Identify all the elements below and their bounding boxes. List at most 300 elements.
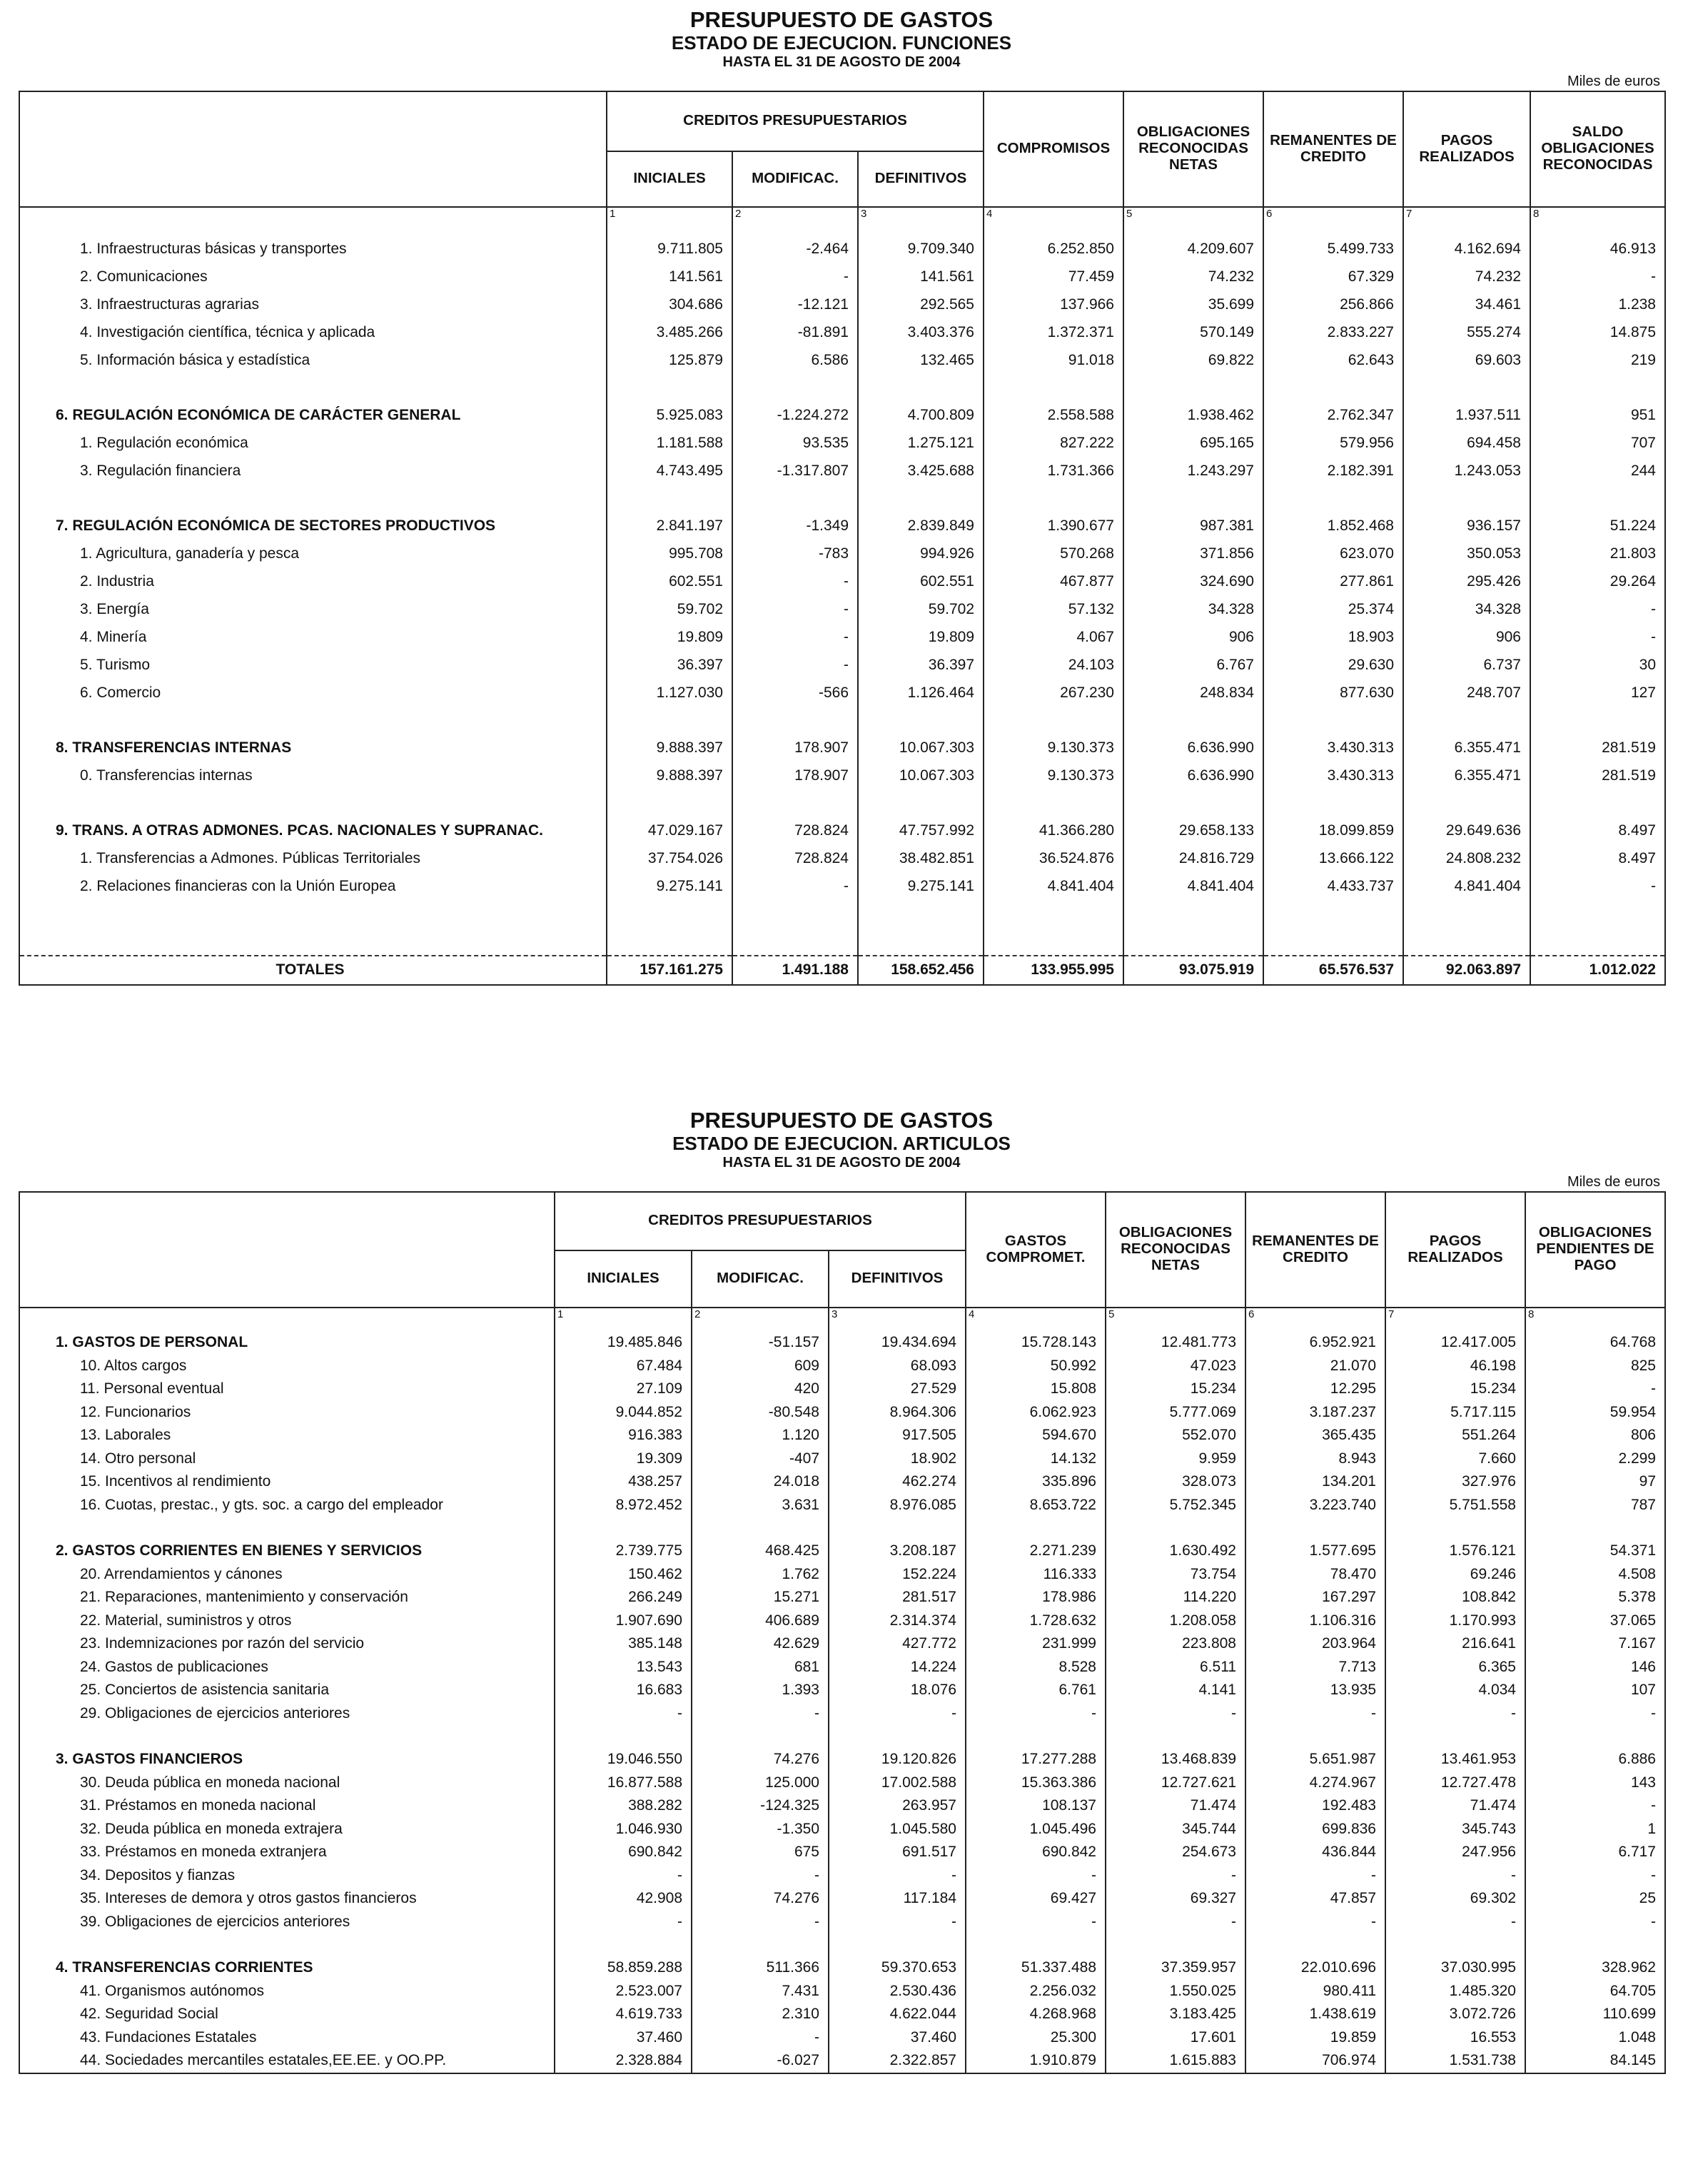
value-cell: 69.427 — [966, 1887, 1106, 1911]
spacer-cell — [1403, 485, 1530, 512]
group-row — [19, 402, 1665, 430]
value-cell: 825 — [1525, 1355, 1665, 1378]
value-cell: 9.130.373 — [984, 762, 1123, 790]
group-row — [19, 512, 1665, 540]
value-cell: 267.230 — [984, 679, 1123, 707]
spacer-cell — [19, 901, 607, 928]
spacer-cell — [1530, 928, 1665, 956]
value-cell: 18.902 — [829, 1447, 966, 1471]
table-row — [19, 540, 1665, 568]
value-cell: 34.328 — [1123, 596, 1263, 624]
table-row — [19, 2026, 1665, 2050]
spacer-cell — [19, 790, 607, 817]
value-cell: 1.393 — [692, 1679, 829, 1702]
value-cell: 167.297 — [1245, 1586, 1385, 1609]
value-cell: 4.433.737 — [1263, 873, 1403, 901]
value-cell: 699.836 — [1245, 1818, 1385, 1841]
value-cell: 29.630 — [1263, 652, 1403, 679]
value-cell: - — [1245, 1864, 1385, 1888]
value-cell: 427.772 — [829, 1632, 966, 1656]
value-cell: 263.957 — [829, 1794, 966, 1818]
value-cell: 3.187.237 — [1245, 1401, 1385, 1425]
header-blank — [19, 91, 607, 207]
spacer-cell — [555, 1517, 692, 1540]
value-cell: 244 — [1530, 457, 1665, 485]
value-cell: 1.372.371 — [984, 319, 1123, 347]
spacer-cell — [966, 1933, 1106, 1956]
value-cell: 22.010.696 — [1245, 1956, 1385, 1980]
value-cell: 1.208.058 — [1106, 1609, 1245, 1633]
value-cell: - — [732, 624, 858, 652]
value-cell: - — [829, 1864, 966, 1888]
value-cell: 1.390.677 — [984, 512, 1123, 540]
value-cell: 67.484 — [555, 1355, 692, 1378]
row-label: 39. Obligaciones de ejercicios anteriores — [19, 1911, 555, 1934]
value-cell: 18.076 — [829, 1679, 966, 1702]
value-cell: - — [1385, 1864, 1525, 1888]
value-cell: 3.430.313 — [1263, 734, 1403, 762]
spacer-cell — [1106, 1517, 1245, 1540]
value-cell: 292.565 — [858, 291, 984, 319]
value-cell: 27.529 — [829, 1377, 966, 1401]
value-cell: 97 — [1525, 1470, 1665, 1494]
spacer-cell — [829, 1725, 966, 1748]
value-cell: 74.232 — [1403, 263, 1530, 291]
value-cell: - — [966, 1702, 1106, 1726]
value-cell: 1.045.580 — [829, 1818, 966, 1841]
group-row — [19, 1331, 1665, 1355]
spacer-cell — [1403, 790, 1530, 817]
value-cell: 19.809 — [858, 624, 984, 652]
value-cell: -12.121 — [732, 291, 858, 319]
value-cell: 1.243.297 — [1123, 457, 1263, 485]
value-cell: 14.132 — [966, 1447, 1106, 1471]
spacer-cell — [1530, 707, 1665, 734]
value-cell: 9.275.141 — [607, 873, 732, 901]
value-cell: -51.157 — [692, 1331, 829, 1355]
table-row — [19, 679, 1665, 707]
value-cell: 2.310 — [692, 2003, 829, 2026]
value-cell: 84.145 — [1525, 2049, 1665, 2073]
report-date: HASTA EL 31 DE AGOSTO DE 2004 — [722, 1154, 961, 1171]
value-cell: 707 — [1530, 430, 1665, 457]
value-cell: 6.511 — [1106, 1656, 1245, 1679]
value-cell: -566 — [732, 679, 858, 707]
value-cell: - — [1106, 1864, 1245, 1888]
value-cell: 1.275.121 — [858, 430, 984, 457]
spacer-cell — [1530, 790, 1665, 817]
value-cell: 16.553 — [1385, 2026, 1525, 2050]
value-cell: - — [1525, 1702, 1665, 1726]
spacer-cell — [1263, 707, 1403, 734]
value-cell: 5.751.558 — [1385, 1494, 1525, 1517]
spacer-cell — [732, 485, 858, 512]
table-row — [19, 1794, 1665, 1818]
value-cell: 385.148 — [555, 1632, 692, 1656]
value-cell: 9.275.141 — [858, 873, 984, 901]
spacer-cell — [984, 375, 1123, 402]
value-cell: 1.910.879 — [966, 2049, 1106, 2073]
row-label: 1. GASTOS DE PERSONAL — [19, 1331, 555, 1355]
value-cell: 327.976 — [1385, 1470, 1525, 1494]
spacer-cell — [858, 375, 984, 402]
value-cell: 15.234 — [1106, 1377, 1245, 1401]
value-cell: 623.070 — [1263, 540, 1403, 568]
value-cell: -1.317.807 — [732, 457, 858, 485]
value-cell: 1.852.468 — [1263, 512, 1403, 540]
value-cell: 10.067.303 — [858, 734, 984, 762]
value-cell: 2.328.884 — [555, 2049, 692, 2073]
value-cell: -80.548 — [692, 1401, 829, 1425]
header-saldo: SALDO OBLIGACIONES RECONOCIDAS — [1530, 91, 1665, 207]
value-cell: 178.907 — [732, 734, 858, 762]
value-cell: 6.365 — [1385, 1656, 1525, 1679]
value-cell: 691.517 — [829, 1841, 966, 1864]
value-cell: 1.731.366 — [984, 457, 1123, 485]
value-cell: 1.181.588 — [607, 430, 732, 457]
units-label: Miles de euros — [1567, 1173, 1660, 1190]
report-title: PRESUPUESTO DE GASTOS — [689, 7, 994, 32]
value-cell: 1.046.930 — [555, 1818, 692, 1841]
value-cell: 1.938.462 — [1123, 402, 1263, 430]
value-cell: 594.670 — [966, 1424, 1106, 1447]
report-subtitle: ESTADO DE EJECUCION. ARTICULOS — [672, 1132, 1011, 1154]
header-obligaciones: OBLIGACIONES RECONOCIDAS NETAS — [1123, 91, 1263, 207]
table-row — [19, 1470, 1665, 1494]
value-cell: 6.586 — [732, 347, 858, 375]
value-cell: 1.045.496 — [966, 1818, 1106, 1841]
spacer-cell — [1106, 1725, 1245, 1748]
value-cell: 2.839.849 — [858, 512, 984, 540]
table-row — [19, 1771, 1665, 1795]
value-cell: 9.130.373 — [984, 734, 1123, 762]
spacer-cell — [1525, 1517, 1665, 1540]
value-cell: 3.485.266 — [607, 319, 732, 347]
spacer-cell — [1263, 928, 1403, 956]
value-cell: - — [1530, 624, 1665, 652]
value-cell: 46.913 — [1530, 236, 1665, 263]
value-cell: 71.474 — [1385, 1794, 1525, 1818]
header-remanentes: REMANENTES DE CREDITO — [1263, 91, 1403, 207]
value-cell: 277.861 — [1263, 568, 1403, 596]
spacer-cell — [1263, 901, 1403, 928]
value-cell: 108.137 — [966, 1794, 1106, 1818]
group-row — [19, 734, 1665, 762]
value-cell: 67.329 — [1263, 263, 1403, 291]
value-cell: 295.426 — [1403, 568, 1530, 596]
value-cell: 980.411 — [1245, 1980, 1385, 2003]
value-cell: 68.093 — [829, 1355, 966, 1378]
row-label: 4. TRANSFERENCIAS CORRIENTES — [19, 1956, 555, 1980]
spacer-cell — [732, 790, 858, 817]
row-label: 1. Regulación económica — [19, 430, 607, 457]
value-cell: 3.183.425 — [1106, 2003, 1245, 2026]
value-cell: 15.363.386 — [966, 1771, 1106, 1795]
spacer-cell — [1403, 901, 1530, 928]
value-cell: - — [732, 873, 858, 901]
value-cell: 13.935 — [1245, 1679, 1385, 1702]
column-number: 2 — [692, 1308, 829, 1332]
value-cell: 570.149 — [1123, 319, 1263, 347]
value-cell: 266.249 — [555, 1586, 692, 1609]
value-cell: 6.636.990 — [1123, 762, 1263, 790]
value-cell: 1.048 — [1525, 2026, 1665, 2050]
value-cell: 2.762.347 — [1263, 402, 1403, 430]
column-number: 1 — [555, 1308, 692, 1332]
spacer-cell — [1530, 485, 1665, 512]
value-cell: 36.397 — [858, 652, 984, 679]
row-label: 33. Préstamos en moneda extranjera — [19, 1841, 555, 1864]
spacer-cell — [1525, 1725, 1665, 1748]
table-row — [19, 2003, 1665, 2026]
row-label: 41. Organismos autónomos — [19, 1980, 555, 2003]
column-number: 4 — [966, 1308, 1106, 1332]
value-cell: 78.470 — [1245, 1563, 1385, 1587]
spacer-cell — [19, 707, 607, 734]
value-cell: 1.937.511 — [1403, 402, 1530, 430]
value-cell: 906 — [1403, 624, 1530, 652]
value-cell: 42.629 — [692, 1632, 829, 1656]
value-cell: 281.519 — [1530, 734, 1665, 762]
table-row — [19, 845, 1665, 873]
spacer-cell — [19, 375, 607, 402]
header-definitivos: DEFINITIVOS — [829, 1250, 966, 1308]
spacer-cell — [1123, 375, 1263, 402]
spacer-cell — [555, 1933, 692, 1956]
row-label: 21. Reparaciones, mantenimiento y conservación — [19, 1586, 555, 1609]
total-value-cell: 157.161.275 — [607, 956, 732, 985]
value-cell: 7.431 — [692, 1980, 829, 2003]
value-cell: 6.636.990 — [1123, 734, 1263, 762]
value-cell: 1.762 — [692, 1563, 829, 1587]
table-row — [19, 1377, 1665, 1401]
value-cell: 47.023 — [1106, 1355, 1245, 1378]
value-cell: -124.325 — [692, 1794, 829, 1818]
table-row — [19, 347, 1665, 375]
spacer-cell — [607, 707, 732, 734]
value-cell: 42.908 — [555, 1887, 692, 1911]
value-cell: - — [829, 1911, 966, 1934]
value-cell: 9.044.852 — [555, 1401, 692, 1425]
table-row — [19, 1656, 1665, 1679]
spacer-cell — [732, 901, 858, 928]
value-cell: 4.209.607 — [1123, 236, 1263, 263]
table-row — [19, 1609, 1665, 1633]
value-cell: 6.062.923 — [966, 1401, 1106, 1425]
spacer-cell — [858, 790, 984, 817]
value-cell: 3.208.187 — [829, 1540, 966, 1563]
value-cell: 14.224 — [829, 1656, 966, 1679]
header-creditos: CREDITOS PRESUPUESTARIOS — [607, 91, 984, 151]
value-cell: 9.709.340 — [858, 236, 984, 263]
value-cell: - — [692, 2026, 829, 2050]
column-number: 6 — [1245, 1308, 1385, 1332]
value-cell: 995.708 — [607, 540, 732, 568]
value-cell: 8.964.306 — [829, 1401, 966, 1425]
value-cell: 107 — [1525, 1679, 1665, 1702]
budget-table — [19, 91, 1666, 986]
value-cell: 551.264 — [1385, 1424, 1525, 1447]
value-cell: -1.349 — [732, 512, 858, 540]
value-cell: 19.309 — [555, 1447, 692, 1471]
spacer-row — [19, 1725, 1665, 1748]
value-cell: 12.727.621 — [1106, 1771, 1245, 1795]
value-cell: 51.337.488 — [966, 1956, 1106, 1980]
row-label: 44. Sociedades mercantiles estatales,EE.EE. y OO.PP. — [19, 2049, 555, 2073]
value-cell: 4.508 — [1525, 1563, 1665, 1587]
row-label: 1. Transferencias a Admones. Públicas Territoriales — [19, 845, 607, 873]
table-row — [19, 1841, 1665, 1864]
value-cell: - — [1106, 1911, 1245, 1934]
value-cell: 21.070 — [1245, 1355, 1385, 1378]
spacer-cell — [555, 1725, 692, 1748]
value-cell: 9.888.397 — [607, 762, 732, 790]
value-cell: 37.460 — [555, 2026, 692, 2050]
value-cell: 2.530.436 — [829, 1980, 966, 2003]
report-subtitle: ESTADO DE EJECUCION. FUNCIONES — [671, 31, 1012, 54]
value-cell: 8.528 — [966, 1656, 1106, 1679]
value-cell: 6.886 — [1525, 1748, 1665, 1771]
value-cell: 150.462 — [555, 1563, 692, 1587]
value-cell: 125.879 — [607, 347, 732, 375]
spacer-cell — [19, 485, 607, 512]
value-cell: 34.328 — [1403, 596, 1530, 624]
value-cell: - — [732, 652, 858, 679]
value-cell: 13.543 — [555, 1656, 692, 1679]
spacer-row — [19, 928, 1665, 956]
totals-label: TOTALES — [19, 956, 607, 985]
column-number: 7 — [1403, 207, 1530, 236]
value-cell: 1.243.053 — [1403, 457, 1530, 485]
budget-table — [19, 1191, 1666, 2074]
value-cell: -6.027 — [692, 2049, 829, 2073]
value-cell: 59.370.653 — [829, 1956, 966, 1980]
row-label: 3. GASTOS FINANCIEROS — [19, 1748, 555, 1771]
column-number-row — [19, 1308, 1665, 1332]
value-cell: 690.842 — [966, 1841, 1106, 1864]
table-row — [19, 1980, 1665, 2003]
spacer-cell — [1263, 790, 1403, 817]
table-row — [19, 1494, 1665, 1517]
row-label: 14. Otro personal — [19, 1447, 555, 1471]
value-cell: 117.184 — [829, 1887, 966, 1911]
value-cell: 4.841.404 — [1403, 873, 1530, 901]
value-cell: 25 — [1525, 1887, 1665, 1911]
total-value-cell: 93.075.919 — [1123, 956, 1263, 985]
spacer-cell — [1403, 928, 1530, 956]
value-cell: 114.220 — [1106, 1586, 1245, 1609]
value-cell: 12.481.773 — [1106, 1331, 1245, 1355]
spacer-cell — [1123, 928, 1263, 956]
spacer-cell — [692, 1725, 829, 1748]
value-cell: 16.877.588 — [555, 1771, 692, 1795]
value-cell: 54.371 — [1525, 1540, 1665, 1563]
row-label: 15. Incentivos al rendimiento — [19, 1470, 555, 1494]
table-row — [19, 1864, 1665, 1888]
table-row — [19, 1702, 1665, 1726]
value-cell: 47.857 — [1245, 1887, 1385, 1911]
value-cell: 74.232 — [1123, 263, 1263, 291]
value-cell: 570.268 — [984, 540, 1123, 568]
value-cell: 8.497 — [1530, 845, 1665, 873]
value-cell: -407 — [692, 1447, 829, 1471]
table-row — [19, 1632, 1665, 1656]
value-cell: -783 — [732, 540, 858, 568]
value-cell: 35.699 — [1123, 291, 1263, 319]
value-cell: 29.649.636 — [1403, 817, 1530, 845]
row-label: 11. Personal eventual — [19, 1377, 555, 1401]
value-cell: 2.523.007 — [555, 1980, 692, 2003]
value-cell: 27.109 — [555, 1377, 692, 1401]
value-cell: 219 — [1530, 347, 1665, 375]
units-label: Miles de euros — [1567, 73, 1660, 89]
spacer-cell — [607, 928, 732, 956]
report-funciones — [19, 7, 1664, 986]
value-cell: - — [1385, 1702, 1525, 1726]
value-cell: 71.474 — [1106, 1794, 1245, 1818]
table-row — [19, 596, 1665, 624]
value-cell: - — [1530, 596, 1665, 624]
value-cell: 19.859 — [1245, 2026, 1385, 2050]
value-cell: 728.824 — [732, 817, 858, 845]
table-row — [19, 1447, 1665, 1471]
value-cell: 223.808 — [1106, 1632, 1245, 1656]
value-cell: 3.425.688 — [858, 457, 984, 485]
column-number-blank — [19, 207, 607, 236]
spacer-cell — [966, 1517, 1106, 1540]
value-cell: 4.034 — [1385, 1679, 1525, 1702]
value-cell: 13.461.953 — [1385, 1748, 1525, 1771]
header-pagos: PAGOS REALIZADOS — [1403, 91, 1530, 207]
value-cell: 192.483 — [1245, 1794, 1385, 1818]
row-label: 2. Relaciones financieras con la Unión Europea — [19, 873, 607, 901]
spacer-cell — [19, 1517, 555, 1540]
value-cell: 74.276 — [692, 1887, 829, 1911]
value-cell: 1.577.695 — [1245, 1540, 1385, 1563]
spacer-row — [19, 707, 1665, 734]
value-cell: - — [966, 1911, 1106, 1934]
group-row — [19, 817, 1665, 845]
spacer-row — [19, 375, 1665, 402]
value-cell: 50.992 — [966, 1355, 1106, 1378]
value-cell: - — [966, 1864, 1106, 1888]
value-cell: 579.956 — [1263, 430, 1403, 457]
value-cell: 203.964 — [1245, 1632, 1385, 1656]
value-cell: 1 — [1525, 1818, 1665, 1841]
value-cell: 1.728.632 — [966, 1609, 1106, 1633]
value-cell: 2.271.239 — [966, 1540, 1106, 1563]
table-row — [19, 430, 1665, 457]
value-cell: 34.461 — [1403, 291, 1530, 319]
value-cell: 3.223.740 — [1245, 1494, 1385, 1517]
report-articulos — [19, 1108, 1664, 2074]
row-label: 34. Depositos y fianzas — [19, 1864, 555, 1888]
spacer-cell — [692, 1933, 829, 1956]
spacer-row — [19, 485, 1665, 512]
value-cell: 57.132 — [984, 596, 1123, 624]
column-number-row — [19, 207, 1665, 236]
value-cell: - — [692, 1911, 829, 1934]
value-cell: - — [692, 1702, 829, 1726]
spacer-cell — [19, 1933, 555, 1956]
spacer-cell — [1123, 790, 1263, 817]
table-body — [19, 1308, 1665, 2073]
row-label: 29. Obligaciones de ejercicios anteriores — [19, 1702, 555, 1726]
value-cell: 137.966 — [984, 291, 1123, 319]
value-cell: 146 — [1525, 1656, 1665, 1679]
spacer-cell — [1106, 1933, 1245, 1956]
value-cell: 25.374 — [1263, 596, 1403, 624]
